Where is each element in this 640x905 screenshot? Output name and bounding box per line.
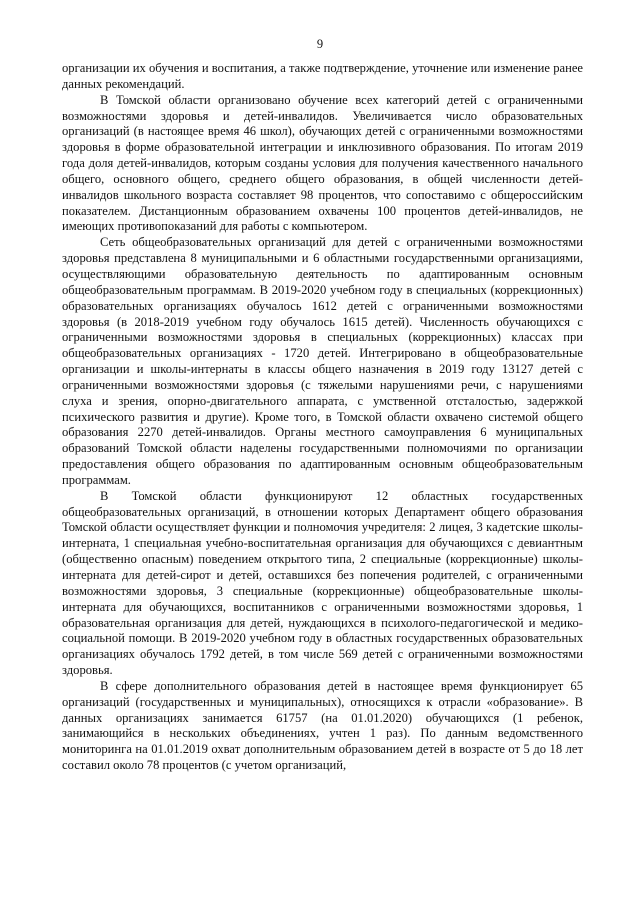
- paragraph-disabled-children-education: В Томской области организовано обучение всех категорий детей с ограниченными возможностями здоровья и детей-инвалидов. Увеличивается число образовательных организаций (в настоящее время 46 школ), обучающих детей с ограниченными возможностями здоровья в форме образовательной интеграции и инклюзивного образования. По итогам 2019 года доля детей-инвалидов, которым созданы условия для получения качественного начального общего, основного общего, среднего общего образования, в общей численности детей-инвалидов школьного возраста составляет 98 процентов, что сопоставимо с общероссийским показателем. Дистанционным образованием охвачены 100 процентов детей-инвалидов, не имеющих противопоказаний для работы с компьютером.: [62, 92, 583, 234]
- paragraph-regional-organizations: В Томской области функционируют 12 областных государственных общеобразовательных организаций, в отношении которых Департамент общего образования Томской области осуществляет функции и полномочия учредителя: 2 лицея, 3 кадетские школы-интерната, 1 специальная учебно-воспитательная организация для обучающихся с девиантным (общественно опасным) поведением открытого типа, 2 специальные (коррекционные) школы-интерната для детей-сирот и детей, оставшихся без попечения родителей, с ограниченными возможностями здоровья, 3 специальные (коррекционные) общеобразовательные школы-интерната для обучающихся, воспитанников с ограниченными возможностями здоровья, 1 образовательная организация для детей, нуждающихся в психолого-педагогической и медико-социальной помощи. В 2019-2020 учебном году в областных государственных образовательных организациях обучалось 1792 детей, в том числе 569 детей с ограниченными возможностями здоровья.: [62, 488, 583, 678]
- paragraph-special-schools-network: Сеть общеобразовательных организаций для детей с ограниченными возможностями здоровья представлена 8 муниципальными и 6 областными государственными организациями, осуществляющими образовательную деятельность по адаптированным основным общеобразовательным программам. В 2019-2020 учебном году в специальных (коррекционных) образовательных организациях обучалось 1612 детей с ограниченными возможностями здоровья (в 2018-2019 учебном году обучалось 1615 детей). Численность обучающихся с ограниченными возможностями здоровья в специальных (коррекционных) классах при общеобразовательных организациях - 1720 детей. Интегрировано в общеобразовательные организации и школы-интернаты в классы общего назначения в 2019 году 13127 детей с ограниченными возможностями здоровья (с тяжелыми нарушениями речи, с нарушениями слуха и зрения, опорно-двигательного аппарата, с умственной отсталостью, задержкой психического развития и другие). Кроме того, в Томской области охвачено системой общего образования 2270 детей-инвалидов. Органы местного самоуправления 6 муниципальных образований Томской области наделены государственными полномочиями по организации предоставления общего образования по адаптированным основным общеобразовательным программам.: [62, 235, 583, 487]
- paragraph-additional-education: В сфере дополнительного образования детей в настоящее время функционирует 65 организаций (государственных и муниципальных), относящихся к отрасли «образование». В данных организациях занимается 61757 (на 01.01.2020) обучающихся (1 ребенок, занимающийся в нескольких объединениях, учтен 1 раз). По данным ведомственного мониторинга на 01.01.2019 охват дополнительным образованием детей в возрасте от 5 до 18 лет составил около 78 процентов (с учетом организаций,: [62, 678, 583, 773]
- document-body: [62, 61, 583, 774]
- page-number: 9: [316, 37, 324, 51]
- paragraph-continuation: организации их обучения и воспитания, а также подтверждение, уточнение или изменение ранее данных рекомендаций.: [62, 61, 583, 91]
